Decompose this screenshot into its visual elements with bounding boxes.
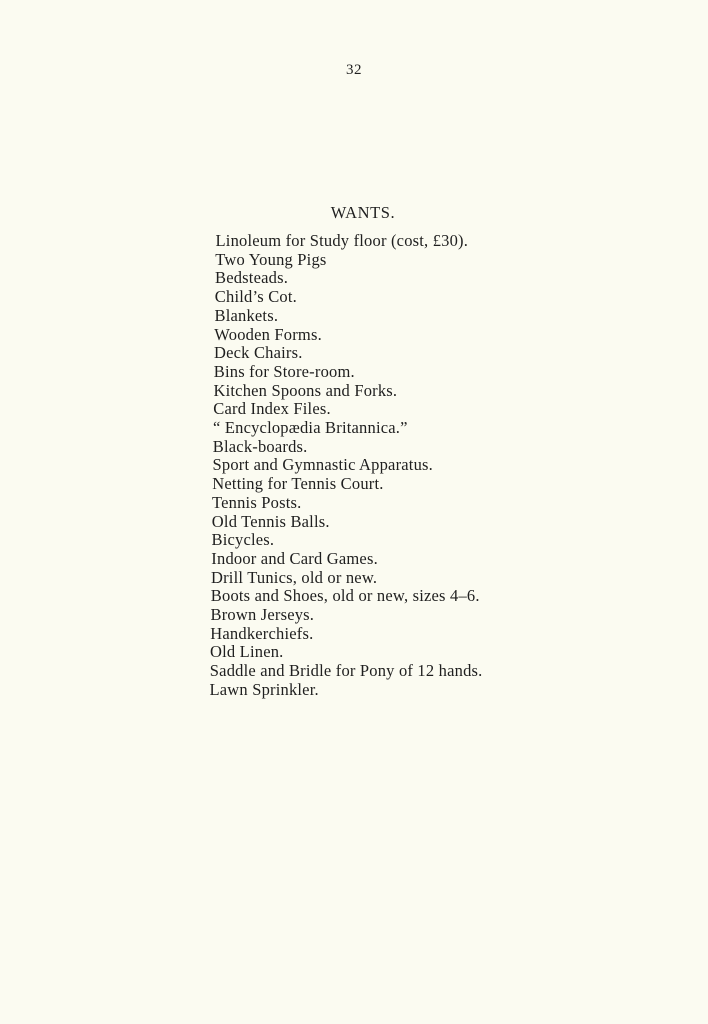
list-item: Kitchen Spoons and Forks. bbox=[213, 380, 398, 400]
list-item: Card Index Files. bbox=[213, 399, 331, 419]
list-item: Boots and Shoes, old or new, sizes 4–6. bbox=[210, 586, 480, 606]
list-item: Drill Tunics, old or new. bbox=[211, 567, 378, 587]
list-item: Handkerchiefs. bbox=[210, 623, 314, 643]
list-item: Lawn Sprinkler. bbox=[209, 679, 319, 699]
list-item: Bedsteads. bbox=[215, 268, 289, 288]
list-item: Linoleum for Study floor (cost, £30). bbox=[215, 231, 469, 250]
list-item: Blankets. bbox=[214, 305, 279, 325]
list-item: Netting for Tennis Court. bbox=[212, 474, 384, 494]
list-item: Old Linen. bbox=[210, 642, 284, 662]
list-item: Indoor and Card Games. bbox=[211, 548, 378, 568]
list-item: Black-boards. bbox=[212, 436, 308, 456]
list-item: “ Encyclopædia Britannica.” bbox=[213, 418, 408, 437]
list-item: Tennis Posts. bbox=[212, 492, 302, 512]
list-item: Sport and Gymnastic Apparatus. bbox=[212, 455, 433, 475]
page-heading: WANTS. bbox=[330, 203, 396, 222]
list-item: Wooden Forms. bbox=[214, 324, 322, 344]
list-item: Brown Jerseys. bbox=[210, 605, 315, 624]
list-item: Bins for Store-room. bbox=[213, 361, 355, 381]
list-item: Deck Chairs. bbox=[214, 343, 303, 363]
list-item: Old Tennis Balls. bbox=[211, 511, 330, 531]
list-item: Child’s Cot. bbox=[214, 287, 297, 307]
list-item: Bicycles. bbox=[211, 530, 275, 550]
list-item: Saddle and Bridle for Pony of 12 hands. bbox=[209, 661, 483, 681]
list-item: Two Young Pigs bbox=[215, 249, 327, 269]
page-number: 32 bbox=[346, 62, 362, 78]
